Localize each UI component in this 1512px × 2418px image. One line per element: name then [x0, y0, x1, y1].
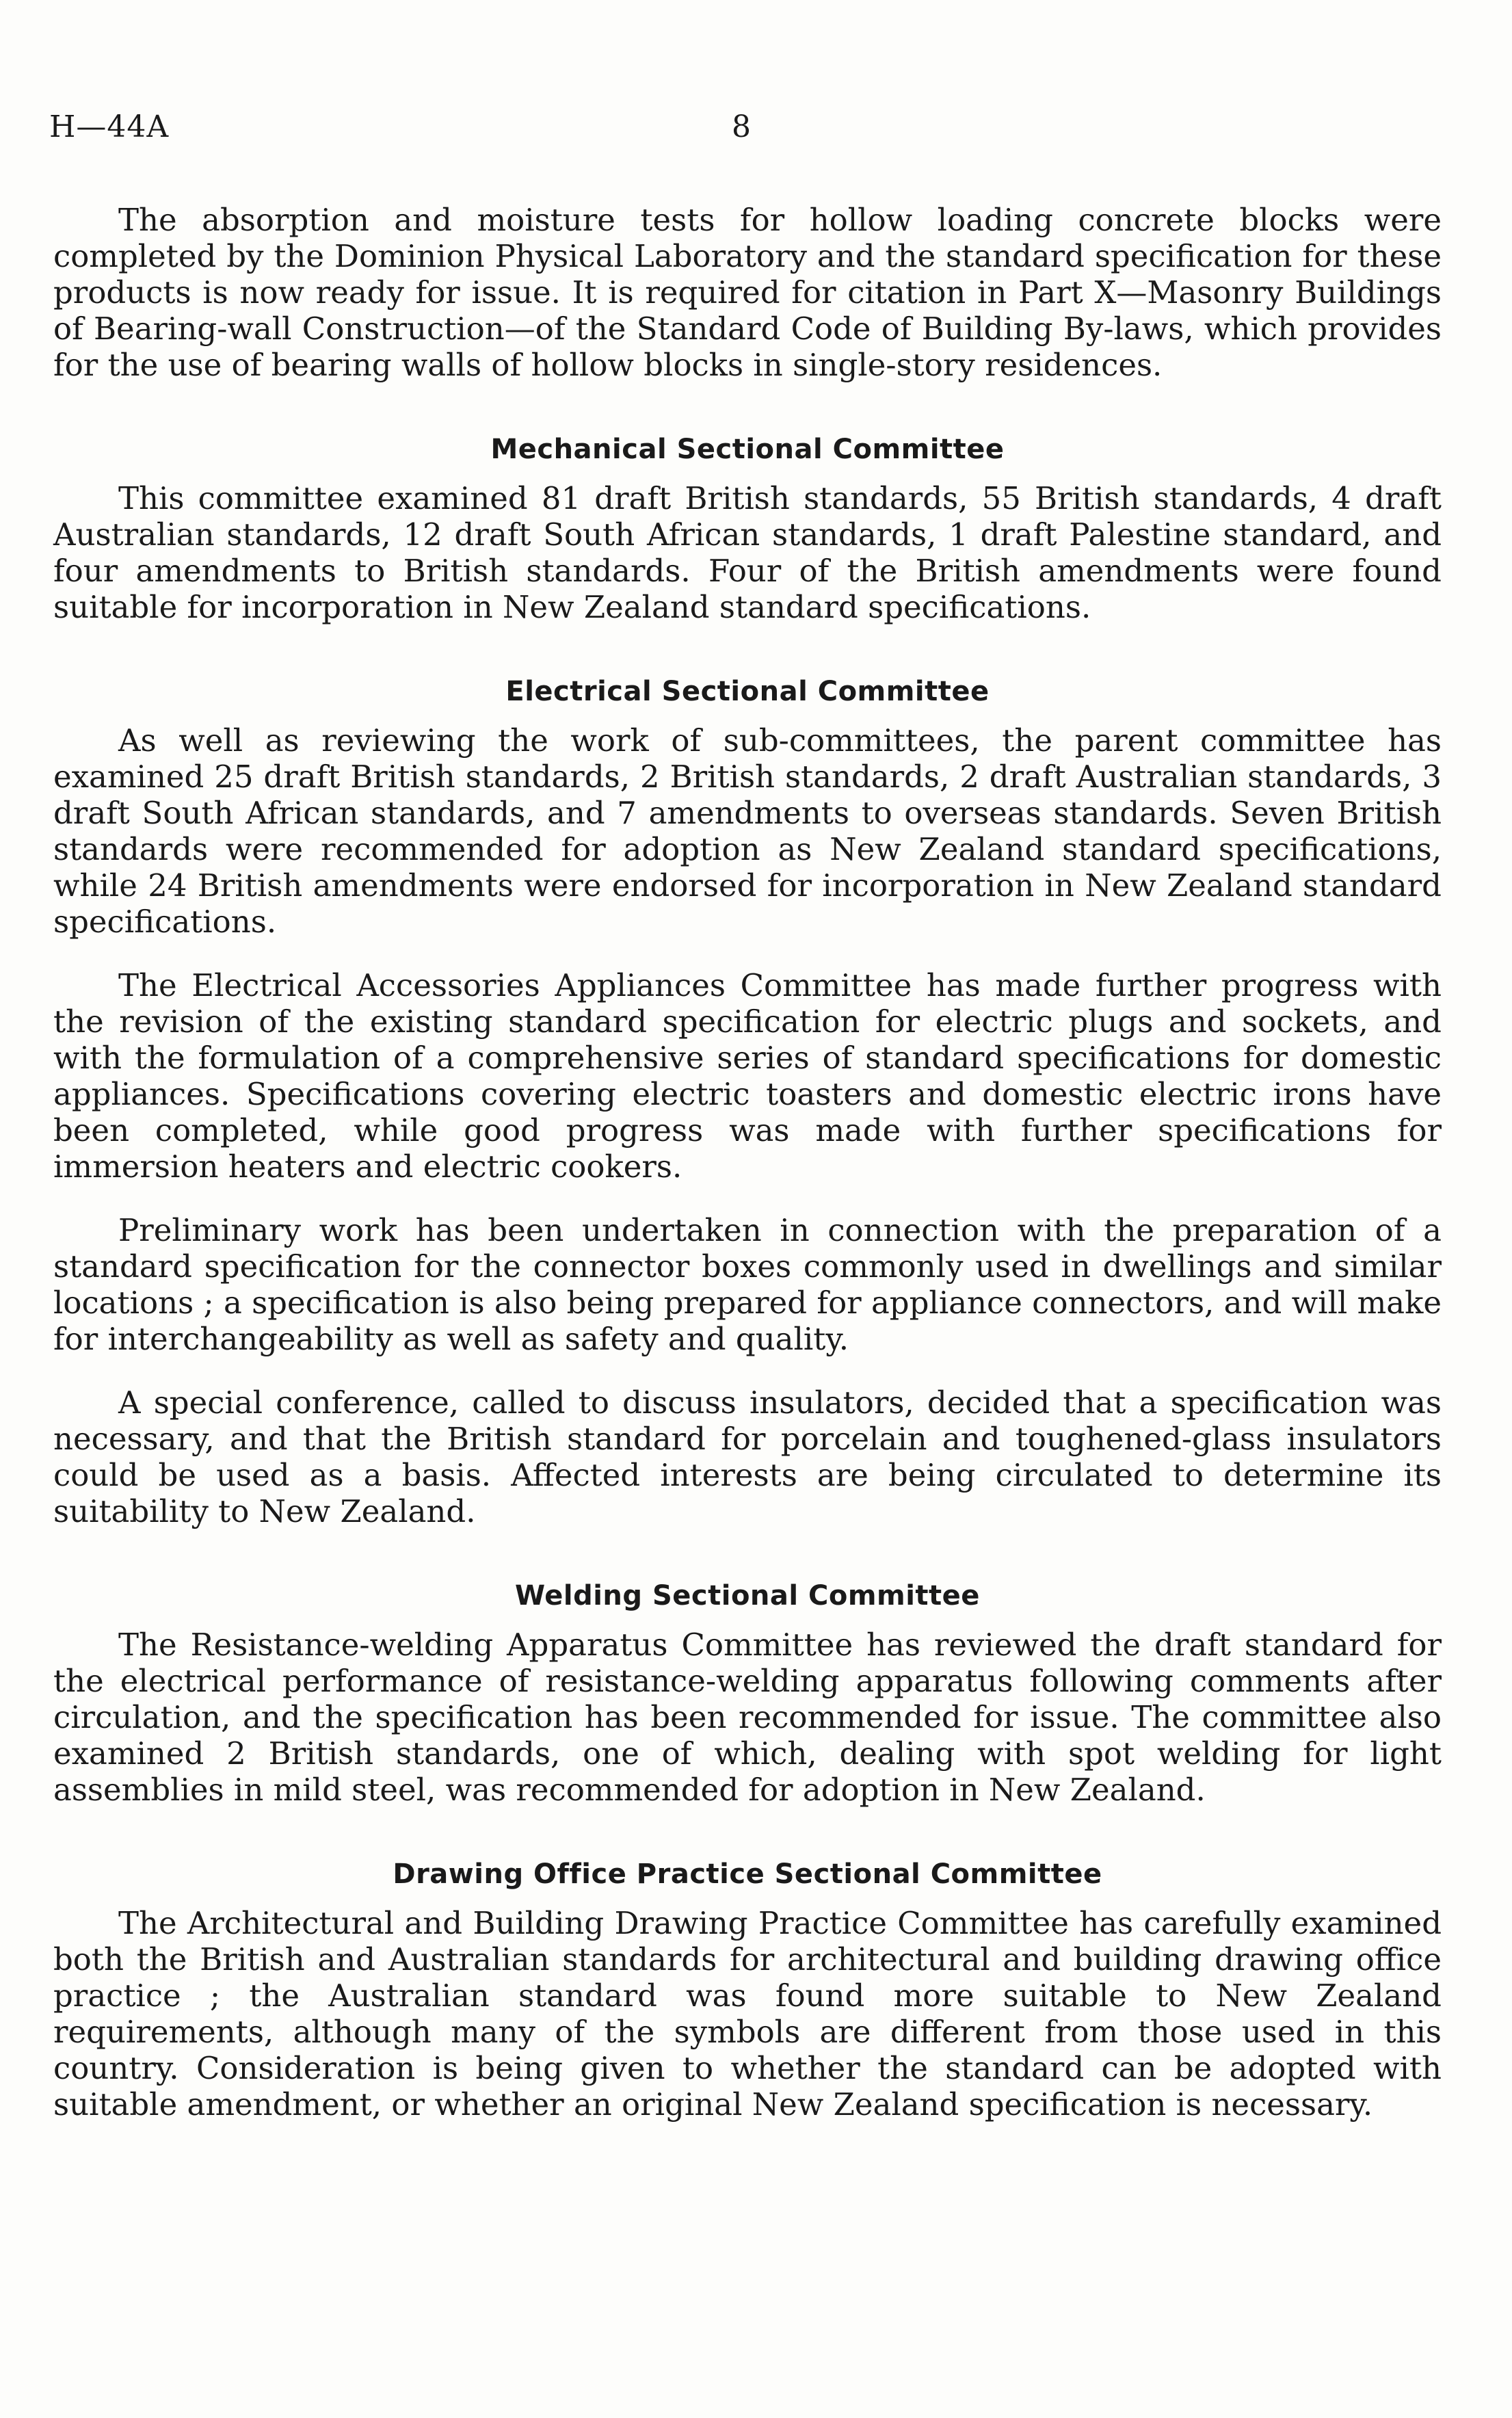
section-paragraph: Preliminary work has been undertaken in connection with the preparation of a standard specification for the connector boxes commonly used in dwellings and similar locations ; a specification is also being prepared for appliance connectors, and will make for interchangeability as well as safety and quality. [53, 1212, 1442, 1357]
section-paragraph: The Architectural and Building Drawing Practice Committee has carefully examined both the British and Australian standards for architectural and building drawing office practice ; the Australian standard was found more suitable to New Zealand requirements, although many of the symbols are different from those used in this country. Consideration is being given to whether the standard can be adopted with suitable amendment, or whether an original New Zealand specification is necessary. [53, 1905, 1442, 2123]
intro-paragraph: The absorption and moisture tests for hollow loading concrete blocks were completed by the Dominion Physical Laboratory and the standard specification for these products is now ready for issue. It is required for citation in Part X—Masonry Buildings of Bearing-wall Construction—of the Standard Code of Building By-laws, which provides for the use of bearing walls of hollow blocks in single-story residences. [53, 202, 1442, 383]
section-paragraph: The Electrical Accessories Appliances Committee has made further progress with the revision of the existing standard specification for electric plugs and sockets, and with the formulation of a comprehensive series of standard specifications for domestic appliances. Specifications covering electric toasters and domestic electric irons have been completed, while good progress was made with further specifications for immersion heaters and electric cookers. [53, 967, 1442, 1185]
section-heading: Drawing Office Practice Sectional Committee [393, 1858, 1102, 1890]
page-body [53, 202, 1442, 2150]
drawing-office-section [53, 1857, 1442, 2123]
section-heading: Electrical Sectional Committee [505, 676, 990, 707]
section-paragraph: As well as reviewing the work of sub-committees, the parent committee has examined 25 draft British standards, 2 British standards, 2 draft Australian standards, 3 draft South African standards, and 7 amendments to overseas standards. Seven British standards were recommended for adoption as New Zealand standard specifications, while 24 British amendments were endorsed for incorporation in New Zealand standard specifications. [53, 722, 1442, 940]
electrical-section [53, 674, 1442, 1529]
page-number: 8 [732, 109, 751, 144]
section-paragraph: A special conference, called to discuss insulators, decided that a specification was necessary, and that the British standard for porcelain and toughened-glass insulators could be used as a basis. Affected interests are being circulated to determine its suitability to New Zealand. [53, 1384, 1442, 1529]
section-heading: Welding Sectional Committee [515, 1580, 980, 1612]
document-reference: H—44A [49, 109, 170, 144]
section-paragraph: This committee examined 81 draft British standards, 55 British standards, 4 draft Australian standards, 12 draft South African standards, 1 draft Palestine standard, and four amendments to British standards. Four of the British amendments were found suitable for incorporation in New Zealand standard specifications. [53, 480, 1442, 625]
welding-section [53, 1579, 1442, 1808]
mechanical-section [53, 432, 1442, 625]
section-paragraph: The Resistance-welding Apparatus Committee has reviewed the draft standard for the electrical performance of resistance-welding apparatus following comments after circulation, and the specification has been recommended for issue. The committee also examined 2 British standards, one of which, dealing with spot welding for light assemblies in mild steel, was recommended for adoption in New Zealand. [53, 1627, 1442, 1808]
section-heading: Mechanical Sectional Committee [490, 434, 1005, 465]
